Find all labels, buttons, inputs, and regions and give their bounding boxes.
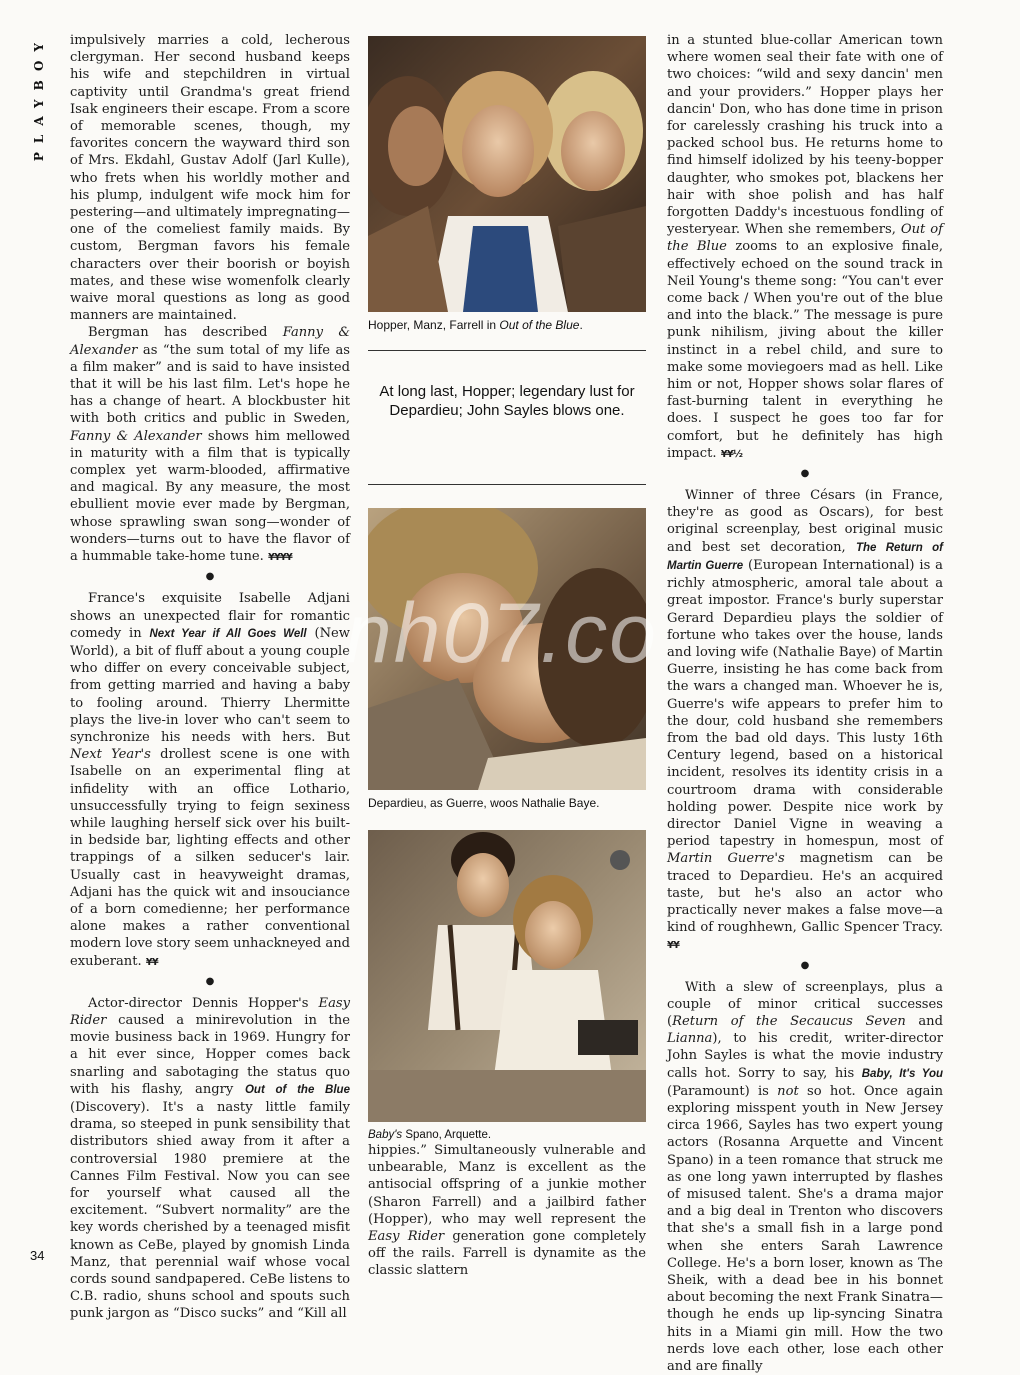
film-title: Lianna xyxy=(667,1031,713,1047)
column-2-text xyxy=(368,1142,646,1280)
text-run: (Discovery). It's a nasty little family drama, so steeped in punk sensibility that distributors shied away from it after a controversial 1980 premiere at the Cannes Film Festival. Now you can see for yourself what caused all the excitement. “Subvert normality” are the key words cherished by a teenaged misfit known as CeBe, played by gnomish Linda Manz, that perennial waif whose vocal cords sound sandpapered. CeBe listens to C.B. radio, shuns school and spouts such punk jargon as “Disco sucks” and “Kill all xyxy=(70,1099,350,1322)
caption-text: Hopper, Manz, Farrell in xyxy=(368,318,500,332)
divider-rule xyxy=(368,484,646,485)
text-run: caused a minirevolution in the movie business back in 1969. Hungry for a hit ever since, Hopper comes back snarling and sabotaging the status quo with his flashy, angry xyxy=(70,1012,350,1097)
photo-caption-3 xyxy=(368,1128,648,1143)
film-title: Easy Rider xyxy=(368,1229,445,1245)
column-1 xyxy=(70,32,350,1323)
watermark: nh07.co xyxy=(345,586,658,680)
text-run: Winner of three Césars (in France, they're as good as Oscars), for best original screenplay, best original music and best set decoration, xyxy=(667,488,943,555)
section-bullet: ● xyxy=(205,571,215,583)
text-run: drollest scene is one with Isabelle on an experimental fling at infidelity with an office Lothario, unsuccessfully trying to feign sexiness while laughing herself sick over his built-in bedside bar, lighting effects and other trappings of a silken seducer's lair. Usually cast in heavyweight dramas, Adjani has the quick wit and insouciance of a born comedienne; her performance alone makes a rather conventional modern love story seem unhackneyed and exuberant. xyxy=(70,747,351,969)
text-run: hippies.” Simultaneously vulnerable and unbearable, Manz is excellent as the antisocial offspring of a junkie mother (Sharon Farrell) and a jailbird father (Hopper), who may well represent the xyxy=(368,1143,646,1227)
paragraph xyxy=(667,979,943,1375)
photo-illustration xyxy=(368,36,646,312)
film-title: Fanny & Alexander xyxy=(70,325,350,358)
text-run: magnetism can be traced to Depardieu. He's an acquired taste, but he's also an actor who practically never makes a false move—a kind of roughhewn, Gallic Spencer Tracy. xyxy=(667,851,943,936)
photo-caption-1 xyxy=(368,318,648,333)
text-run: ), to his credit, writer-director John Sayles is what the movie industry calls hot. Sorry to say, his xyxy=(667,1031,943,1081)
film-title: The Return of Martin Guerre xyxy=(667,541,943,572)
rating-mark: ¥¥½ xyxy=(720,448,743,460)
text-run: Bergman has described xyxy=(88,325,283,341)
caption-text: . xyxy=(579,318,583,332)
text-run: (New World), a bit of fluff about a young couple who differ on every conceivable subject, from getting married and having a baby to fooling around. Thierry Lhermitte plays the live-in lover who can't seem to synchronize his needs with hers. But xyxy=(70,625,350,745)
text-run: zooms to an explosive finale, effectively echoed on the sound track in Neil Young's theme song: “You can't ever come back / When you're out of the blue and into the black.” The message is pure punk nihilism, jiving about the killer instinct in a rebel child, and sure to make some moviegoers mad as hell. Like him or not, Hopper shows solar flares of fast-burning talent in everything he does. I suspect he goes too far for comfort, but he definitely has high impact. xyxy=(667,239,943,461)
film-title: Next Year if All Goes Well xyxy=(149,627,307,640)
film-title: Baby, It's You xyxy=(861,1067,944,1080)
magazine-spine-title xyxy=(28,34,44,169)
text-run: (Paramount) is xyxy=(667,1083,778,1099)
paragraph xyxy=(70,324,350,566)
film-title: Easy Rider xyxy=(70,995,350,1028)
page-number: 34 xyxy=(30,1248,45,1263)
paragraph xyxy=(368,1142,646,1280)
film-title: Out of the Blue xyxy=(667,222,943,255)
film-title: Out of the Blue xyxy=(244,1083,350,1096)
column-3 xyxy=(667,32,943,1375)
spine-text: PLAYBOY xyxy=(32,34,46,162)
photo-out-of-the-blue xyxy=(368,36,646,312)
photo-caption-2: Depardieu, as Guerre, woos Nathalie Baye. xyxy=(368,796,600,810)
paragraph xyxy=(667,32,943,463)
text-run: shows him mellowed in maturity with a film that is typically complex yet warm-blooded, affirmative and magical. By any measure, the most ebullient movie ever made by Bergman, whose sprawling swan song—wonder of wonders—turns out to have the flavor of a hummable take-home tune. xyxy=(70,428,351,565)
text-run: France's exquisite Isabelle Adjani shows an unexpected flair for romantic comedy in xyxy=(70,591,350,641)
film-title: Out of the Blue xyxy=(499,318,580,332)
paragraph xyxy=(70,590,350,970)
photo-illustration xyxy=(368,830,646,1122)
photo-baby-its-you xyxy=(368,830,646,1122)
divider-rule xyxy=(368,350,646,351)
film-title: Fanny & Alexander xyxy=(70,428,202,444)
text-run: generation gone completely off the rails. Farrell is dynamite as the classic slattern xyxy=(368,1229,646,1279)
text-run: so hot. Once again exploring misspent youth in New Jersey circa 1966, Sayles has two expert young actors (Rosanna Arquette and Vincent Spano) in a teen romance that struck me as one long yawn interrupted by flashes of misused talent. She's a drama major and a big deal in Trenton who discovers that she's a small fish in a large pond when she enters Sarah Lawrence College. He's a born loser, known as The Sheik, with a dead bee in his bonnet about becoming the next Frank Sinatra—though he ends up lip-syncing Sinatra hits in a Miami gin mill. How the two nerds love each other, lose each other and are finally xyxy=(667,1083,944,1375)
section-bullet: ● xyxy=(800,468,810,480)
text-run: and xyxy=(905,1013,943,1029)
caption-text: Spano, Arquette. xyxy=(402,1129,492,1141)
pull-quote: At long last, Hopper; legendary lust for Depardieu; John Sayles blows one. xyxy=(379,383,635,419)
text-run: in a stunted blue-collar American town where women seal their fate with one of two choices: “wild and sexy dancin' men and your providers.” Hopper plays her dancin' Don, who has done time in prison for carelessly crashing his truck into a packed school bus. He returns home to find himself idolized by his teeny-bopper daughter, who smokes pot, blackens her hair with shoe polish and has half forgotten Daddy's incestuous fondling of yesteryear. When she remembers, xyxy=(667,33,943,238)
text-run: as “the sum total of my life as a film maker” and is said to have insisted that it will be his last film. Let's hope he has a change of heart. A blockbuster hit with both critics and public in Sweden, xyxy=(70,342,350,427)
film-title: Next Year's xyxy=(70,747,151,763)
text-run: (European International) is a richly atmospheric, amoral tale about a great impostor. France's burly superstar Gerard Depardieu plays the soldier of fortune who takes over the house, lands and loving wife (Nathalie Baye) of Martin Guerre, insisting he has come back from the wars a changed man. Whoever he is, Guerre's wife appears to prefer him to the dour, cold husband she remembers from the bad old days. This lusty 16th Century legend, based on a historical incident, resolves its identity crisis in a courtroom drama with considerable holding power. Despite nice work by director Daniel Vigne in weaving a period tapestry in homespun, most of xyxy=(667,557,943,850)
film-title: Return of the Secaucus Seven xyxy=(672,1013,906,1029)
film-title: Martin Guerre's xyxy=(667,851,785,867)
emphasis: not xyxy=(777,1083,799,1099)
decorative-dot xyxy=(610,850,630,870)
film-title: Baby's xyxy=(368,1129,403,1141)
paragraph xyxy=(70,995,350,1323)
section-bullet: ● xyxy=(800,959,810,971)
paragraph: impulsively marries a cold, lecherous clergyman. Her second husband keeps his wife and stepchildren in virtual captivity until Grandma's great friend Isak engineers their escape. From a score of memorable scenes, though, my favorites concern the wayward third son of Mrs. Ekdahl, Gustav Adolf (Jarl Kulle), who frets when his worldly mother and his plump, indulgent wife mock him for pestering—and ultimately impregnating—one of the comeliest family maids. By custom, Bergman favors his female characters over their boorish or boyish mates, and these wise womenfolk clearly waive moral questions as long as good manners are maintained. xyxy=(70,33,350,324)
section-bullet: ● xyxy=(205,975,215,987)
rating-mark: ¥¥ xyxy=(145,956,158,968)
rating-mark: ¥¥¥¥ xyxy=(267,552,292,564)
rating-mark: ¥¥ xyxy=(667,940,679,952)
paragraph xyxy=(667,487,943,954)
text-run: Actor-director Dennis Hopper's xyxy=(88,995,319,1011)
text-run: With a slew of screenplays, plus a couple of minor critical successes ( xyxy=(667,979,943,1029)
